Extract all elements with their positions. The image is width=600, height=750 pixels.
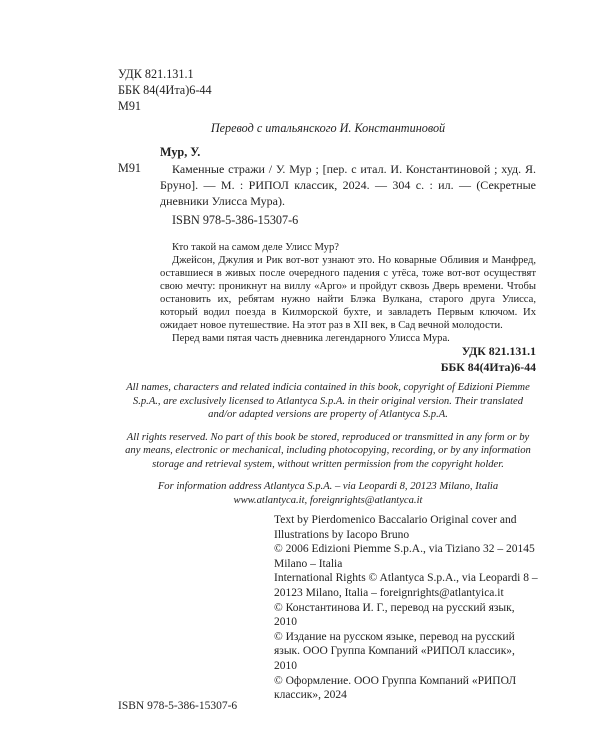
annotation bbox=[160, 241, 536, 345]
credits-block bbox=[274, 513, 540, 703]
copyright-address: For information address Atlantyca S.p.A. – via Leopardi 8, 20123 Milano, Italia bbox=[157, 481, 499, 492]
credit-line: © 2006 Edizioni Piemme S.p.A., via Tiziano 32 – 20145 Milano – Italia bbox=[274, 543, 535, 570]
udk-code-right: УДК 821.131.1 bbox=[461, 344, 536, 358]
copyright-web: www.atlantyca.it, foreignrights@atlantyca.it bbox=[233, 494, 423, 506]
credit-line: Text by Pierdomenico Baccalario Original cover and Illustrations by Iacopo Bruno bbox=[274, 514, 517, 541]
author-code: М91 bbox=[118, 161, 142, 175]
copyright-rights: All rights reserved. No part of this book be stored, reproduced or transmitted in any form or by any means, electronic or mechanical, including photocopying, recording, or by any information storage and retrieval system, without written permission from the copyright holder. bbox=[125, 431, 531, 470]
bbk-code-right: ББК 84(4Ита)6-44 bbox=[440, 360, 536, 374]
classification-block bbox=[118, 66, 212, 114]
copyright-names: All names, characters and related indicia contained in this book, copyright of Edizioni Piemme S.p.A., are exclusively licensed to Atlantyca S.p.A. in their original version. Their translated and/or adapted versions are property of Atlantyca S.p.A. bbox=[126, 382, 530, 420]
bibliographic-description: Каменные стражи / У. Мур ; [пер. с итал. И. Константиновой ; худ. Я. Бруно]. — М. : РИПОЛ классик, 2024. — 304 с. : ил. — (Секретные дневники Улисса Мура). bbox=[160, 162, 536, 208]
author-mark: М91 bbox=[118, 99, 142, 113]
isbn-top: ISBN 978-5-386-15307-6 bbox=[172, 213, 299, 227]
classification-right bbox=[396, 343, 536, 375]
credit-line: International Rights © Atlantyca S.p.A., via Leopardi 8 – 20123 Milano, Italia – foreignrights@atlantyica.it bbox=[274, 572, 538, 599]
copyright-notice bbox=[118, 381, 538, 507]
isbn-bottom: ISBN 978-5-386-15307-6 bbox=[118, 700, 238, 712]
annotation-paragraph: Перед вами пятая часть дневника легендарного Улисса Мура. bbox=[172, 333, 450, 344]
credit-line: © Константинова И. Г., перевод на русский язык, 2010 bbox=[274, 601, 515, 629]
credit-line: © Издание на русском языке, перевод на русский язык. ООО Группа Компаний «РИПОЛ классик», 2010 bbox=[274, 630, 515, 672]
bbk-code: ББК 84(4Ита)6-44 bbox=[118, 83, 212, 97]
annotation-paragraph: Джейсон, Джулия и Рик вот-вот узнают это. Но коварные Обливия и Манфред, оставшиеся в живых после очередного падения с утёса, тоже вот-вот осуществят свою мечту: проникнут на виллу «Арго» и пройдут сквозь Дверь времени. Чтобы остановить их, ребятам нужно найти Блэка Вулкана, старого друга Улисса, который водил поезда в Килморской бухте, и завладеть Первым ключом. Их ожидает новое путешествие. На этот раз в XII век, в Сад вечной молодости. bbox=[160, 255, 536, 331]
author-line: Мур, У. bbox=[160, 145, 201, 159]
annotation-paragraph: Кто такой на самом деле Улисс Мур? bbox=[172, 242, 339, 253]
credit-line: © Оформление. ООО Группа Компаний «РИПОЛ классик», 2024 bbox=[274, 674, 517, 702]
translator-line: Перевод с итальянского И. Константиновой bbox=[210, 121, 446, 135]
udk-code: УДК 821.131.1 bbox=[118, 67, 194, 81]
